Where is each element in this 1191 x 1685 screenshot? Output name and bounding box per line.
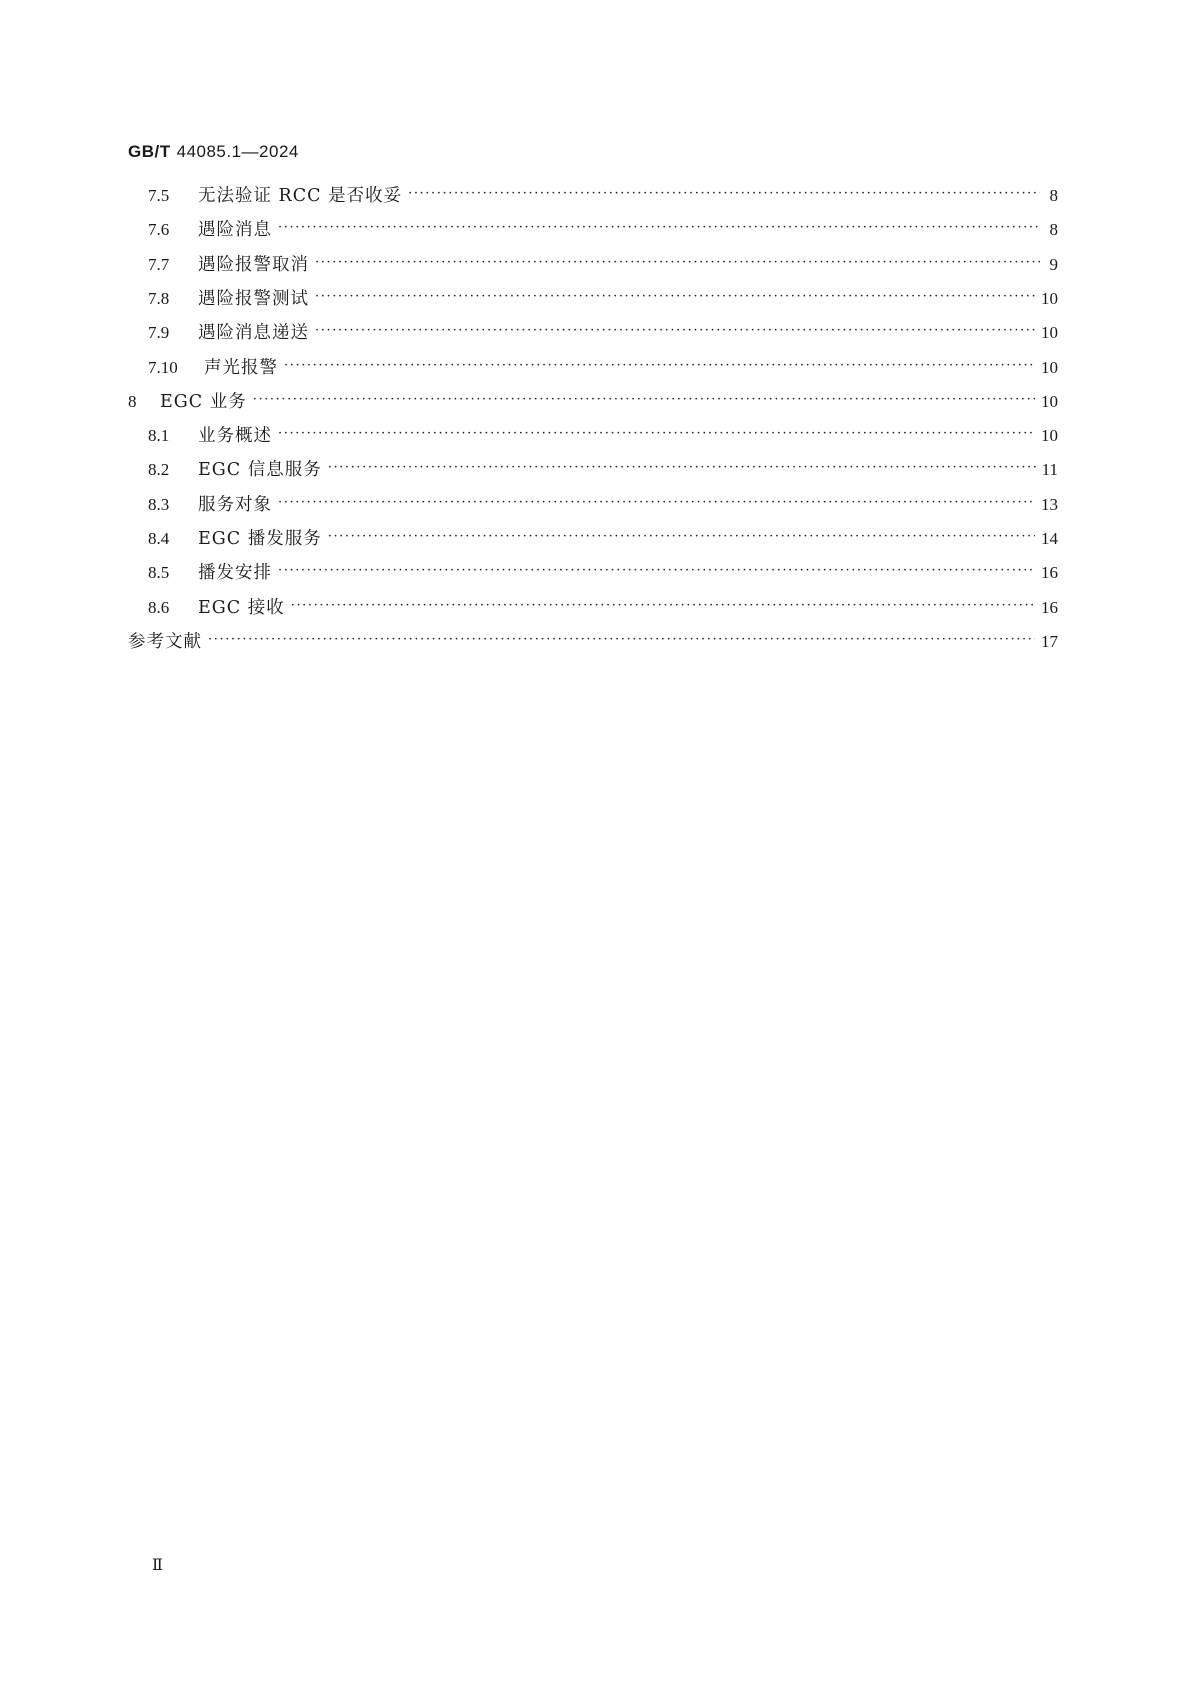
toc-leader-dots bbox=[278, 492, 1035, 518]
toc-entry[interactable] bbox=[148, 355, 1058, 381]
toc-entry[interactable] bbox=[148, 560, 1058, 586]
standard-number: 44085.1—2024 bbox=[176, 142, 299, 161]
toc-leader-dots bbox=[408, 183, 1040, 209]
toc-entry-page: 8 bbox=[1049, 186, 1058, 205]
toc-entry[interactable] bbox=[148, 183, 1058, 209]
toc-entry-page: 14 bbox=[1041, 529, 1058, 548]
toc-leader-dots bbox=[253, 389, 1035, 415]
toc-entry-title: 无法验证 RCC 是否收妥 bbox=[198, 186, 403, 206]
page-number-roman: Ⅱ bbox=[152, 1557, 163, 1574]
toc-entry[interactable] bbox=[128, 389, 1058, 415]
toc-entry-title: 遇险消息 bbox=[198, 220, 272, 241]
toc-entry-number: 8 bbox=[128, 391, 137, 411]
toc-entry-page: 16 bbox=[1041, 597, 1058, 617]
toc-entry-page: 16 bbox=[1041, 563, 1058, 583]
toc-entry-title: 遇险消息递送 bbox=[198, 323, 309, 344]
toc-entry-page: 8 bbox=[1049, 220, 1058, 240]
toc-entry-page: 17 bbox=[1041, 631, 1058, 651]
toc-entry-page: 10 bbox=[1041, 391, 1058, 411]
toc-leader-dots bbox=[278, 217, 1040, 243]
toc-leader-dots bbox=[328, 526, 1035, 552]
toc-entry[interactable] bbox=[148, 320, 1058, 346]
toc-entry-title: 声光报警 bbox=[204, 357, 278, 378]
toc-entry-title: 服务对象 bbox=[198, 494, 272, 515]
toc-entry-number: 8.1 bbox=[148, 426, 170, 446]
toc-entry-number: 7.7 bbox=[148, 254, 170, 274]
toc-entry-number: 7.10 bbox=[148, 357, 178, 377]
toc-entry-title: 播发安排 bbox=[198, 563, 272, 584]
toc-entry-page: 10 bbox=[1041, 426, 1058, 446]
toc-leader-dots bbox=[208, 629, 1035, 655]
toc-entry-number: 7.8 bbox=[148, 288, 170, 308]
toc-entry-title: 遇险报警取消 bbox=[198, 254, 309, 275]
toc-entry-title: EGC 信息服务 bbox=[198, 460, 322, 481]
toc-entry-page: 10 bbox=[1041, 357, 1058, 377]
toc-entry-title: EGC 接收 bbox=[198, 597, 285, 618]
toc-leader-dots bbox=[328, 457, 1036, 483]
toc-entry-number: 8.4 bbox=[148, 529, 170, 548]
toc-entry-page: 10 bbox=[1041, 323, 1058, 343]
toc-entry-page: 9 bbox=[1049, 254, 1058, 274]
toc-entry-title: EGC 业务 bbox=[160, 391, 247, 412]
toc-leader-dots bbox=[315, 286, 1035, 312]
toc-entry-number: 8.5 bbox=[148, 563, 170, 583]
toc-entry-title: EGC 播发服务 bbox=[198, 529, 322, 549]
toc-leader-dots bbox=[284, 355, 1035, 381]
toc-leader-dots bbox=[315, 320, 1035, 346]
toc-entry-title: 参考文献 bbox=[128, 631, 202, 652]
toc-entry[interactable] bbox=[148, 526, 1058, 552]
toc-entry[interactable] bbox=[148, 492, 1058, 518]
toc-entry-number: 7.5 bbox=[148, 186, 170, 205]
toc-leader-dots bbox=[291, 595, 1035, 621]
toc-leader-dots bbox=[278, 423, 1035, 449]
toc-leader-dots bbox=[315, 252, 1040, 278]
toc-entry-number: 7.9 bbox=[148, 323, 170, 343]
standard-prefix: GB/T bbox=[128, 142, 171, 161]
toc-entry-number: 8.6 bbox=[148, 597, 170, 617]
toc-entry[interactable] bbox=[148, 252, 1058, 278]
toc-entry[interactable] bbox=[148, 595, 1058, 621]
toc-entry[interactable] bbox=[128, 629, 1058, 655]
toc-entry[interactable] bbox=[148, 286, 1058, 312]
toc-entry-number: 8.2 bbox=[148, 460, 170, 480]
toc-entry[interactable] bbox=[148, 217, 1058, 243]
toc-entry-title: 业务概述 bbox=[198, 426, 272, 447]
toc-entry-number: 7.6 bbox=[148, 220, 170, 240]
toc-entry-page: 10 bbox=[1041, 288, 1058, 308]
toc-entry[interactable] bbox=[148, 457, 1058, 483]
toc-entry-number: 8.3 bbox=[148, 494, 170, 514]
toc-entry[interactable] bbox=[148, 423, 1058, 449]
toc-entry-title: 遇险报警测试 bbox=[198, 288, 309, 309]
toc-entry-page: 11 bbox=[1041, 460, 1058, 480]
toc-leader-dots bbox=[278, 560, 1035, 586]
toc-entry-page: 13 bbox=[1041, 494, 1058, 514]
